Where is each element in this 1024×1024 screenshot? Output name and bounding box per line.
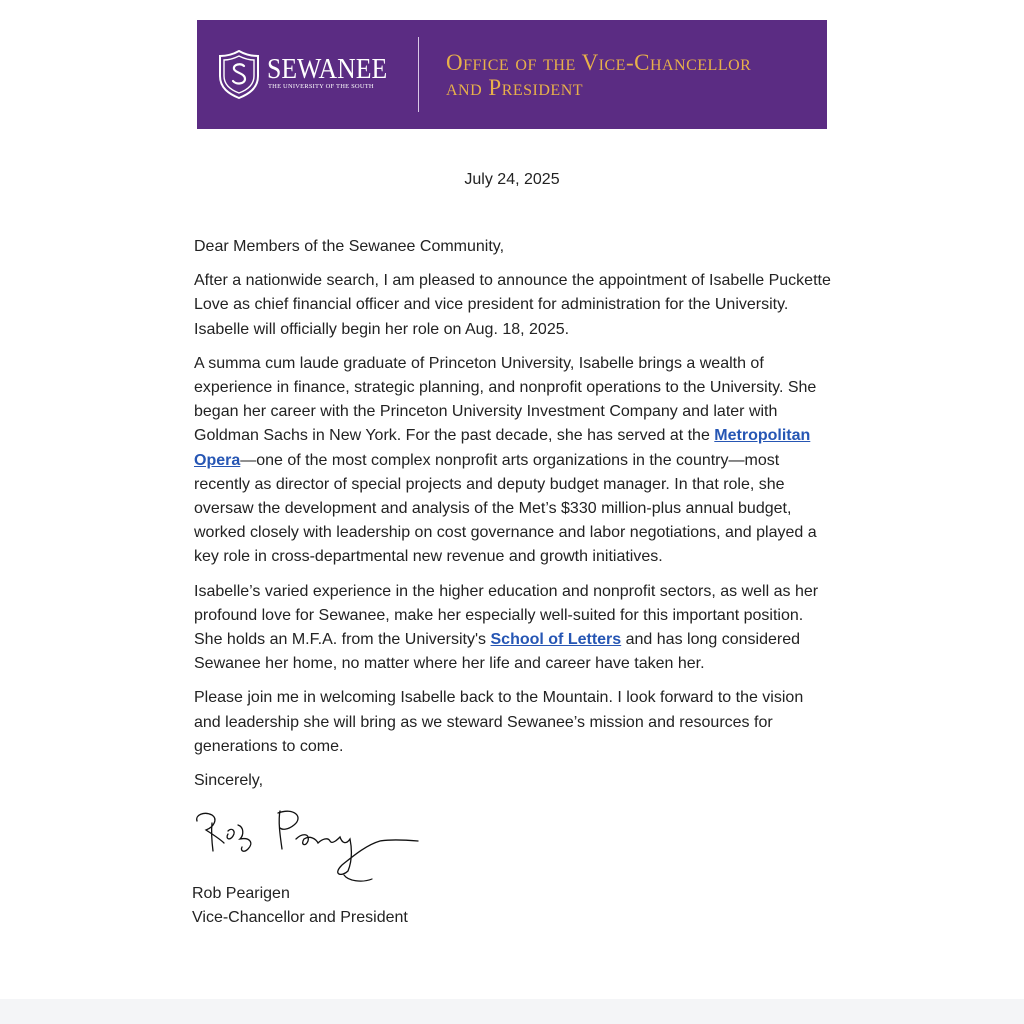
office-title-line1: Office of the Vice-Chancellor <box>446 50 752 75</box>
paragraph-experience <box>194 580 834 677</box>
paragraph-background <box>194 352 834 570</box>
paragraph-experience-start: Isabelle’s varied experience in the higher education and nonprofit sectors, as well as her profound love for Sewanee, make her especially well-suited for this important position. She holds an M.F.A. from the University's <box>194 582 819 649</box>
closing: Sincerely, <box>194 772 264 790</box>
sewanee-shield-icon <box>219 50 259 99</box>
office-title-line2: and President <box>446 75 584 100</box>
salutation: Dear Members of the Sewanee Community, <box>194 238 505 255</box>
banner-divider <box>418 37 419 112</box>
signer-name: Rob Pearigen <box>192 885 290 902</box>
brand-tagline: THE UNIVERSITY OF THE SOUTH <box>268 83 374 90</box>
letter-body <box>194 235 834 803</box>
footer-band <box>0 999 1024 1024</box>
metropolitan-opera-link[interactable]: Metropolitan Opera <box>194 427 811 469</box>
signer-title: Vice-Chancellor and President <box>192 909 408 926</box>
letter-date: July 24, 2025 <box>464 171 560 188</box>
paragraph-experience-end: and has long considered Sewanee her home, no matter where her life and career have taken her. <box>194 631 800 673</box>
paragraph-welcome: Please join me in welcoming Isabelle back to the Mountain. I look forward to the vision and leadership she will bring as we steward Sewanee’s mission and resources for generations to come. <box>194 689 804 755</box>
brand-name: SEWANEE <box>267 54 388 85</box>
signer-block <box>192 882 408 930</box>
paragraph-background-start: A summa cum laude graduate of Princeton University, Isabelle brings a wealth of experience in finance, strategic planning, and nonprofit operations to the University. She began her career with the Princeton University Investment Company and later with Goldman Sachs in New York. For the past decade, she has served at the <box>194 354 817 445</box>
school-of-letters-link[interactable]: School of Letters <box>490 631 622 649</box>
paragraph-background-end: —one of the most complex nonprofit arts organizations in the country—most recently as director of special projects and deputy budget manager. In that role, she oversaw the development and analysis of the Met’s $330 million-plus annual budget, worked closely with leadership on cost governance and labor negotiations, and played a key role in cross-departmental new revenue and growth initiatives. <box>194 451 817 566</box>
paragraph-announcement: After a nationwide search, I am pleased to announce the appointment of Isabelle Puckette Love as chief financial officer and vice president for administration for the University. Isabelle will officially begin her role on Aug. 18, 2025. <box>194 272 831 338</box>
handwritten-signature <box>192 803 422 883</box>
